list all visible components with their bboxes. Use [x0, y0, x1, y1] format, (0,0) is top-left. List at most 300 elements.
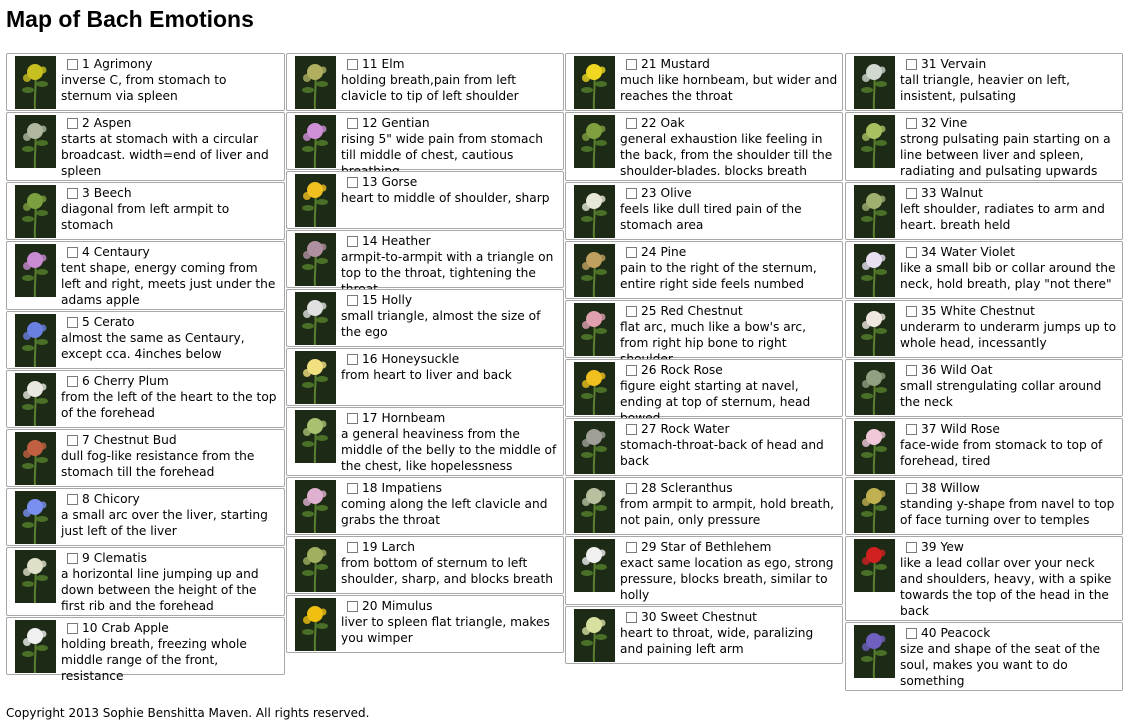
entry-name: Cherry Plum	[93, 374, 169, 388]
flower-photo-icon	[15, 620, 56, 673]
entry-text	[63, 371, 284, 423]
entry-description: much like hornbeam, but wider and reaches the throat	[620, 73, 838, 103]
entry-number: 28	[641, 481, 657, 495]
entry-header	[626, 539, 838, 555]
entry-checkbox[interactable]	[906, 118, 917, 129]
entry-header	[626, 609, 838, 625]
flower-photo-icon	[15, 550, 56, 603]
entry-checkbox[interactable]	[347, 354, 358, 365]
entry-name: White Chestnut	[940, 304, 1035, 318]
emotion-entry	[6, 311, 285, 369]
flower-photo-icon	[15, 314, 56, 367]
entry-header	[906, 480, 1118, 496]
entry-description: coming along the left clavicle and grabs the throat	[341, 497, 548, 527]
entry-number: 37	[921, 422, 937, 436]
flower-photo-icon	[295, 480, 336, 533]
entry-text	[343, 408, 563, 476]
emotion-entry	[845, 359, 1123, 417]
flower-thumbnail-icon	[854, 362, 895, 415]
emotion-entry	[565, 241, 843, 299]
entry-name: Larch	[381, 540, 415, 554]
emotion-entry	[565, 112, 843, 181]
entry-number: 11	[362, 57, 378, 71]
entry-number: 30	[641, 610, 657, 624]
entry-number: 39	[921, 540, 937, 554]
entry-text	[622, 478, 842, 530]
entry-checkbox[interactable]	[347, 483, 358, 494]
emotion-entry	[845, 418, 1123, 476]
entry-description: small triangle, almost the size of the ego	[341, 309, 541, 339]
entry-text	[63, 618, 284, 686]
entry-checkbox[interactable]	[906, 542, 917, 553]
entry-header	[67, 115, 280, 131]
flower-thumbnail-icon	[854, 480, 895, 533]
entry-name: Yew	[940, 540, 964, 554]
entry-text	[343, 349, 563, 385]
entry-name: Sweet Chestnut	[660, 610, 757, 624]
entry-name: Wild Oat	[940, 363, 993, 377]
entry-description: underarm to underarm jumps up to whole head, incessantly	[900, 320, 1117, 350]
entry-number: 29	[641, 540, 657, 554]
entry-number: 38	[921, 481, 937, 495]
entry-checkbox[interactable]	[347, 601, 358, 612]
entry-checkbox[interactable]	[347, 542, 358, 553]
entry-name: Honeysuckle	[381, 352, 460, 366]
entry-name: Gentian	[381, 116, 430, 130]
entry-number: 5	[82, 315, 90, 329]
entry-header	[906, 115, 1118, 131]
entry-checkbox[interactable]	[67, 376, 78, 387]
emotion-entry	[286, 112, 564, 170]
entry-header	[906, 303, 1118, 319]
entry-header	[347, 410, 559, 426]
entry-number: 7	[82, 433, 90, 447]
emotion-entry	[565, 477, 843, 535]
flower-photo-icon	[854, 421, 895, 474]
entry-header	[906, 362, 1118, 378]
entry-checkbox[interactable]	[626, 365, 637, 376]
emotion-entry	[6, 370, 285, 428]
entry-description: from the left of the heart to the top of the forehead	[61, 390, 277, 420]
entry-checkbox[interactable]	[347, 295, 358, 306]
emotion-entry	[286, 536, 564, 594]
entry-header	[347, 174, 559, 190]
entry-name: Scleranthus	[660, 481, 733, 495]
emotion-entry	[565, 606, 843, 664]
entry-text	[902, 113, 1122, 181]
entry-text	[622, 419, 842, 471]
entry-checkbox[interactable]	[906, 365, 917, 376]
entry-description: like a small bib or collar around the neck, hold breath, play "not there"	[900, 261, 1116, 291]
entry-text	[902, 623, 1122, 691]
entry-name: Holly	[381, 293, 413, 307]
flower-thumbnail-icon	[295, 480, 336, 533]
entry-description: pain to the right of the sternum, entire right side feels numbed	[620, 261, 817, 291]
entry-text	[63, 113, 284, 181]
emotion-entry	[565, 359, 843, 417]
entry-checkbox[interactable]	[626, 306, 637, 317]
flower-thumbnail-icon	[854, 625, 895, 678]
entry-name: Pine	[660, 245, 687, 259]
entry-description: like a lead collar over your neck and shoulders, heavy, with a spike towards the top of the head in the back	[900, 556, 1112, 618]
entry-description: tall triangle, heavier on left, insistent, pulsating	[900, 73, 1070, 103]
entry-header	[626, 244, 838, 260]
entry-number: 31	[921, 57, 937, 71]
entry-checkbox[interactable]	[347, 118, 358, 129]
emotion-entry	[845, 300, 1123, 358]
entry-checkbox[interactable]	[906, 483, 917, 494]
entry-text	[343, 290, 563, 342]
entry-name: Willow	[940, 481, 980, 495]
emotion-entry	[845, 182, 1123, 240]
entry-text	[343, 596, 563, 648]
entry-number: 18	[362, 481, 378, 495]
entry-text	[63, 548, 284, 616]
entry-name: Agrimony	[93, 57, 153, 71]
entry-description: from armpit to armpit, hold breath, not pain, only pressure	[620, 497, 835, 527]
entry-header	[67, 373, 280, 389]
entry-description: left shoulder, radiates to arm and heart. breath held	[900, 202, 1105, 232]
flower-thumbnail-icon	[574, 185, 615, 238]
flower-photo-icon	[854, 539, 895, 592]
flower-thumbnail-icon	[15, 620, 56, 673]
emotion-column-2	[286, 53, 564, 654]
entry-checkbox[interactable]	[347, 177, 358, 188]
flower-thumbnail-icon	[295, 292, 336, 345]
entry-checkbox[interactable]	[906, 628, 917, 639]
entry-number: 10	[82, 621, 98, 635]
flower-photo-icon	[574, 56, 615, 109]
entry-checkbox[interactable]	[906, 188, 917, 199]
entry-description: stomach-throat-back of head and back	[620, 438, 824, 468]
emotion-entry	[845, 622, 1123, 691]
entry-checkbox[interactable]	[906, 424, 917, 435]
entry-number: 2	[82, 116, 90, 130]
flower-thumbnail-icon	[574, 539, 615, 592]
entry-number: 4	[82, 245, 90, 259]
entry-name: Elm	[381, 57, 405, 71]
flower-thumbnail-icon	[295, 115, 336, 168]
entry-name: Gorse	[381, 175, 418, 189]
entry-text	[622, 607, 842, 659]
entry-description: rising 5" wide pain from stomach till middle of chest, cautious	[341, 132, 543, 162]
emotion-entry	[286, 595, 564, 653]
entry-checkbox[interactable]	[67, 494, 78, 505]
entry-number: 34	[921, 245, 937, 259]
entry-header	[906, 185, 1118, 201]
entry-text	[902, 183, 1122, 235]
entry-checkbox[interactable]	[347, 59, 358, 70]
entry-description: holding breath,pain from left clavicle to tip of left shoulder	[341, 73, 519, 103]
emotion-entry	[6, 429, 285, 487]
flower-photo-icon	[574, 244, 615, 297]
entry-header	[906, 56, 1118, 72]
entry-number: 8	[82, 492, 90, 506]
entry-text	[622, 537, 842, 605]
entry-checkbox[interactable]	[67, 188, 78, 199]
entry-number: 24	[641, 245, 657, 259]
emotion-entry	[286, 230, 564, 288]
entry-header	[626, 480, 838, 496]
entry-header	[906, 625, 1118, 641]
entry-name: Walnut	[940, 186, 983, 200]
entry-name: Vervain	[940, 57, 987, 71]
emotion-entry	[565, 300, 843, 358]
entry-checkbox[interactable]	[347, 236, 358, 247]
entry-checkbox[interactable]	[626, 118, 637, 129]
flower-photo-icon	[15, 432, 56, 485]
entry-number: 3	[82, 186, 90, 200]
entry-header	[347, 292, 559, 308]
flower-photo-icon	[15, 373, 56, 426]
entry-header	[626, 115, 838, 131]
entry-checkbox[interactable]	[626, 612, 637, 623]
flower-photo-icon	[854, 244, 895, 297]
entry-description: heart to middle of shoulder, sharp	[341, 191, 550, 205]
entry-checkbox[interactable]	[626, 542, 637, 553]
flower-thumbnail-icon	[15, 115, 56, 168]
entry-checkbox[interactable]	[626, 59, 637, 70]
flower-thumbnail-icon	[15, 56, 56, 109]
flower-thumbnail-icon	[295, 56, 336, 109]
emotion-entry	[286, 407, 564, 476]
page-title: Map of Bach Emotions	[6, 6, 254, 32]
entry-header	[906, 539, 1118, 555]
entry-checkbox[interactable]	[626, 483, 637, 494]
entry-checkbox[interactable]	[347, 413, 358, 424]
entry-text	[902, 242, 1122, 294]
entry-header	[67, 314, 280, 330]
emotion-entry	[845, 477, 1123, 535]
entry-header	[67, 491, 280, 507]
entry-description: inverse C, from stomach to sternum via spleen	[61, 73, 227, 103]
entry-number: 21	[641, 57, 657, 71]
entry-header	[626, 303, 838, 319]
flower-thumbnail-icon	[15, 314, 56, 367]
entry-header	[626, 185, 838, 201]
entry-checkbox[interactable]	[67, 59, 78, 70]
entry-text	[902, 360, 1122, 412]
entry-header	[67, 432, 280, 448]
entry-header	[67, 550, 280, 566]
entry-number: 9	[82, 551, 90, 565]
emotion-entry	[845, 536, 1123, 621]
flower-photo-icon	[854, 115, 895, 168]
flower-thumbnail-icon	[295, 410, 336, 463]
entry-description: size and shape of the seat of the soul, makes you want to do something	[900, 642, 1101, 688]
flower-photo-icon	[574, 539, 615, 592]
flower-photo-icon	[295, 410, 336, 463]
entry-checkbox[interactable]	[67, 247, 78, 258]
flower-photo-icon	[574, 421, 615, 474]
entry-header	[347, 480, 559, 496]
flower-thumbnail-icon	[574, 362, 615, 415]
flower-thumbnail-icon	[574, 244, 615, 297]
flower-thumbnail-icon	[295, 174, 336, 227]
entry-number: 22	[641, 116, 657, 130]
entry-name: Chicory	[93, 492, 140, 506]
entry-description: feels like dull tired pain of the stomach area	[620, 202, 802, 232]
flower-thumbnail-icon	[574, 303, 615, 356]
entry-description: small strengulating collar around the neck	[900, 379, 1102, 409]
entry-checkbox[interactable]	[906, 247, 917, 258]
entry-name: Mimulus	[381, 599, 433, 613]
entry-text	[63, 242, 284, 310]
flower-photo-icon	[295, 174, 336, 227]
flower-photo-icon	[854, 303, 895, 356]
entry-text	[622, 242, 842, 294]
entry-header	[906, 244, 1118, 260]
entry-text	[63, 430, 284, 482]
emotion-entry	[6, 53, 285, 111]
entry-number: 19	[362, 540, 378, 554]
entry-description: holding breath, freezing whole middle range of the front, resistance	[61, 637, 247, 683]
flower-thumbnail-icon	[854, 56, 895, 109]
entry-name: Water Violet	[940, 245, 1015, 259]
entry-number: 32	[921, 116, 937, 130]
flower-thumbnail-icon	[574, 480, 615, 533]
flower-photo-icon	[574, 185, 615, 238]
entry-name: Centaury	[93, 245, 150, 259]
flower-photo-icon	[295, 233, 336, 286]
entry-description: flat arc, much like a bow's arc, from right hip bone to right	[620, 320, 806, 350]
flower-thumbnail-icon	[295, 598, 336, 651]
entry-description: figure eight starting at navel, ending at top of sternum, head	[620, 379, 811, 409]
entry-checkbox[interactable]	[626, 188, 637, 199]
entry-description: standing y-shape from navel to top of face turning over to temples	[900, 497, 1115, 527]
entry-text	[343, 478, 563, 530]
flower-photo-icon	[295, 598, 336, 651]
emotion-entry	[845, 112, 1123, 181]
entry-text	[902, 419, 1122, 471]
entry-name: Cerato	[93, 315, 135, 329]
entry-description: a horizontal line jumping up and down between the height of the first rib and the forehead	[61, 567, 259, 613]
entry-checkbox[interactable]	[67, 623, 78, 634]
flower-photo-icon	[574, 480, 615, 533]
entry-number: 20	[362, 599, 378, 613]
entry-number: 40	[921, 626, 937, 640]
entry-number: 23	[641, 186, 657, 200]
entry-checkbox[interactable]	[67, 317, 78, 328]
entry-description: tent shape, energy coming from left and right, meets just under the adams apple	[61, 261, 276, 307]
entry-description: starts at stomach with a circular broadcast. width=end of liver and spleen	[61, 132, 269, 178]
emotion-entry	[286, 348, 564, 406]
entry-checkbox[interactable]	[67, 553, 78, 564]
entry-header	[347, 351, 559, 367]
entry-description: diagonal from left armpit to stomach	[61, 202, 230, 232]
entry-name: Vine	[940, 116, 968, 130]
flower-photo-icon	[15, 115, 56, 168]
entry-number: 16	[362, 352, 378, 366]
flower-photo-icon	[854, 56, 895, 109]
entry-text	[902, 537, 1122, 621]
entry-checkbox[interactable]	[626, 424, 637, 435]
flower-photo-icon	[854, 480, 895, 533]
flower-photo-icon	[854, 362, 895, 415]
emotion-entry	[286, 289, 564, 347]
entry-checkbox[interactable]	[626, 247, 637, 258]
entry-number: 13	[362, 175, 378, 189]
flower-thumbnail-icon	[854, 303, 895, 356]
entry-name: Impatiens	[381, 481, 442, 495]
flower-thumbnail-icon	[15, 432, 56, 485]
entry-checkbox[interactable]	[67, 118, 78, 129]
entry-description: face-wide from stomack to top of forehead, tired	[900, 438, 1103, 468]
entry-header	[626, 421, 838, 437]
entry-name: Rock Water	[660, 422, 730, 436]
entry-description: heart to throat, wide, paralizing and paining left arm	[620, 626, 814, 656]
flower-photo-icon	[295, 351, 336, 404]
flower-photo-icon	[574, 362, 615, 415]
entry-checkbox[interactable]	[906, 59, 917, 70]
flower-thumbnail-icon	[574, 609, 615, 662]
flower-photo-icon	[15, 491, 56, 544]
entry-checkbox[interactable]	[906, 306, 917, 317]
emotion-entry	[565, 536, 843, 605]
entry-description: a general heaviness from the middle of the belly to the middle of the chest, like hopelessness	[341, 427, 557, 473]
flower-thumbnail-icon	[574, 56, 615, 109]
entry-name: Mustard	[660, 57, 710, 71]
entry-text	[63, 54, 284, 106]
entry-header	[67, 244, 280, 260]
entry-header	[347, 115, 559, 131]
emotion-entry	[286, 171, 564, 229]
emotion-entry	[6, 547, 285, 616]
flower-thumbnail-icon	[15, 491, 56, 544]
emotion-entry	[286, 53, 564, 111]
entry-name: Oak	[660, 116, 685, 130]
entry-description: general exhaustion like feeling in the back, from the shoulder till the shoulder-blades. blocks breath	[620, 132, 833, 178]
entry-header	[626, 362, 838, 378]
flower-thumbnail-icon	[15, 550, 56, 603]
entry-description: exact same location as ego, strong pressure, blocks breath, similar to holly	[620, 556, 834, 602]
emotion-entry	[6, 112, 285, 181]
entry-header	[67, 620, 280, 636]
emotion-entry	[565, 418, 843, 476]
entry-description: dull fog-like resistance from the stomach till the forehead	[61, 449, 255, 479]
entry-text	[343, 537, 563, 589]
emotion-entry	[6, 182, 285, 240]
entry-number: 6	[82, 374, 90, 388]
flower-thumbnail-icon	[574, 421, 615, 474]
entry-name: Beech	[93, 186, 132, 200]
entry-name: Peacock	[940, 626, 991, 640]
entry-name: Olive	[660, 186, 692, 200]
flower-thumbnail-icon	[854, 185, 895, 238]
flower-thumbnail-icon	[854, 539, 895, 592]
entry-number: 14	[362, 234, 378, 248]
entry-header	[626, 56, 838, 72]
entry-number: 12	[362, 116, 378, 130]
flower-thumbnail-icon	[854, 421, 895, 474]
flower-thumbnail-icon	[295, 539, 336, 592]
entry-checkbox[interactable]	[67, 435, 78, 446]
entry-header	[347, 56, 559, 72]
entry-number: 17	[362, 411, 378, 425]
entry-number: 15	[362, 293, 378, 307]
entry-number: 25	[641, 304, 657, 318]
flower-photo-icon	[574, 303, 615, 356]
entry-name: Hornbeam	[381, 411, 446, 425]
entry-text	[343, 172, 563, 208]
entry-name: Aspen	[93, 116, 132, 130]
flower-photo-icon	[574, 609, 615, 662]
flower-thumbnail-icon	[295, 351, 336, 404]
flower-photo-icon	[295, 56, 336, 109]
entry-description: a small arc over the liver, starting just left of the liver	[61, 508, 268, 538]
entry-name: Crab Apple	[101, 621, 169, 635]
emotion-entry	[6, 488, 285, 546]
